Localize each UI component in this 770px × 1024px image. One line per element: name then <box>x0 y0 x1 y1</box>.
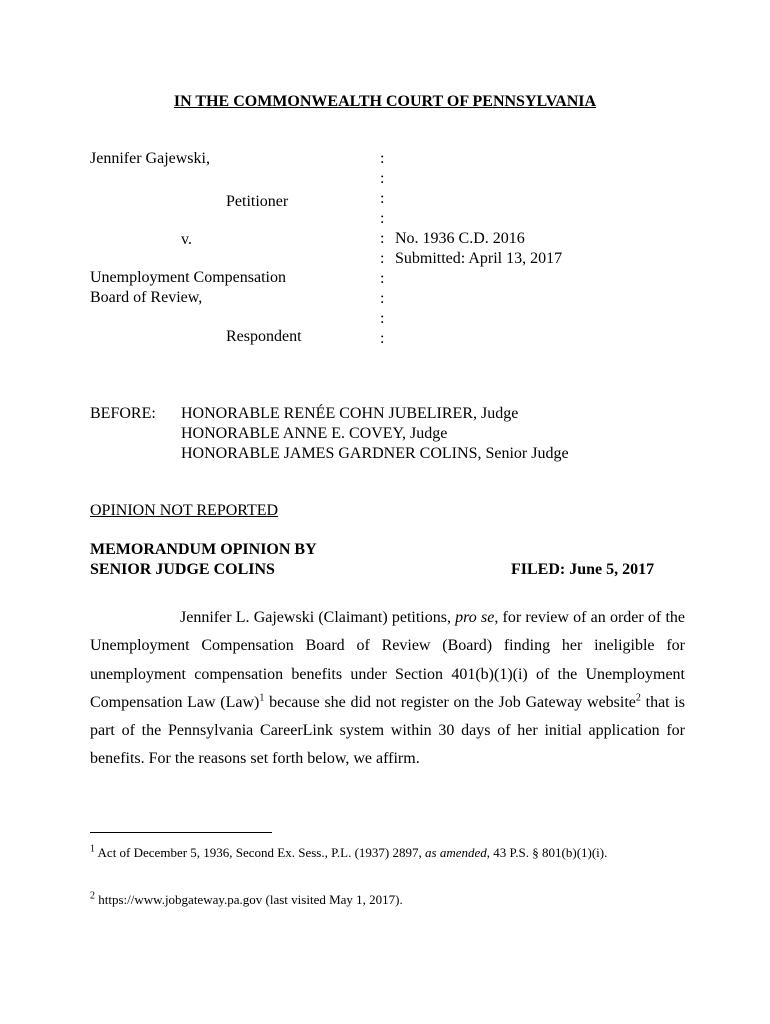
caption-colon: : <box>380 230 385 247</box>
pro-se-italic: pro se <box>455 609 495 626</box>
opinion-status: OPINION NOT REPORTED <box>90 502 279 519</box>
footnote-1-text-a: Act of December 5, 1936, Second Ex. Sess., P.L. (1937) 2897, <box>95 845 426 860</box>
footnote-divider <box>90 832 272 833</box>
petitioner-name: Jennifer Gajewski, <box>90 150 210 167</box>
respondent-role: Respondent <box>226 328 302 345</box>
versus: v. <box>181 231 192 248</box>
caption-colon: : <box>380 210 385 227</box>
judge-1: HONORABLE RENÉE COHN JUBELIRER, Judge <box>181 405 519 422</box>
caption-colon: : <box>380 290 385 307</box>
memo-line-2: SENIOR JUDGE COLINS <box>90 561 275 578</box>
body-text-3: because she did not register on the Job Gateway website <box>264 693 636 711</box>
body-text-2: , for review of an order of the Unemployment Compensation Board of Review (Board) finding her ineligible for unemployment compensation benefits under Section 401(b)(1)(i) of the Unemployment Compensation Law (Law) <box>90 609 686 711</box>
footnote-2-text: https://www.jobgateway.pa.gov (last visited May 1, 2017). <box>95 892 403 907</box>
footnote-1-italic: as amended <box>425 845 487 860</box>
case-number: No. 1936 C.D. 2016 <box>395 230 525 247</box>
footnote-1-text-b: , 43 P.S. § 801(b)(1)(i). <box>486 845 608 860</box>
judge-3: HONORABLE JAMES GARDNER COLINS, Senior Judge <box>181 445 569 462</box>
footnote-2 <box>90 891 685 909</box>
caption-colon: : <box>380 150 385 167</box>
caption-colon: : <box>380 270 385 287</box>
court-heading: IN THE COMMONWEALTH COURT OF PENNSYLVANIA <box>173 93 597 110</box>
submitted-date: Submitted: April 13, 2017 <box>395 250 563 267</box>
footnote-1 <box>90 844 685 862</box>
caption-colon: : <box>380 310 385 327</box>
body-text-1: Jennifer L. Gajewski (Claimant) petitions, <box>180 609 456 626</box>
petitioner-role: Petitioner <box>226 193 289 210</box>
footnote-2-number: 2 <box>90 890 95 902</box>
caption-colon: : <box>380 330 385 347</box>
caption-colon: : <box>380 250 385 267</box>
respondent-line2: Board of Review, <box>90 289 203 306</box>
memo-line-1: MEMORANDUM OPINION BY <box>90 541 317 558</box>
filed-date: FILED: June 5, 2017 <box>511 561 655 578</box>
caption-colon: : <box>380 170 385 187</box>
body-text-4: that is part of the Pennsylvania CareerLink system within 30 days of her initial application for benefits. For the reasons set forth below, we affirm. <box>90 693 686 768</box>
footnote-ref-1: 1 <box>259 692 265 704</box>
judge-2: HONORABLE ANNE E. COVEY, Judge <box>181 425 448 442</box>
respondent-line1: Unemployment Compensation <box>90 269 286 286</box>
footnote-ref-2: 2 <box>635 692 641 704</box>
footnote-1-number: 1 <box>90 843 95 855</box>
caption-colon: : <box>380 190 385 207</box>
body-paragraph <box>90 604 685 774</box>
before-label: BEFORE: <box>90 405 156 422</box>
